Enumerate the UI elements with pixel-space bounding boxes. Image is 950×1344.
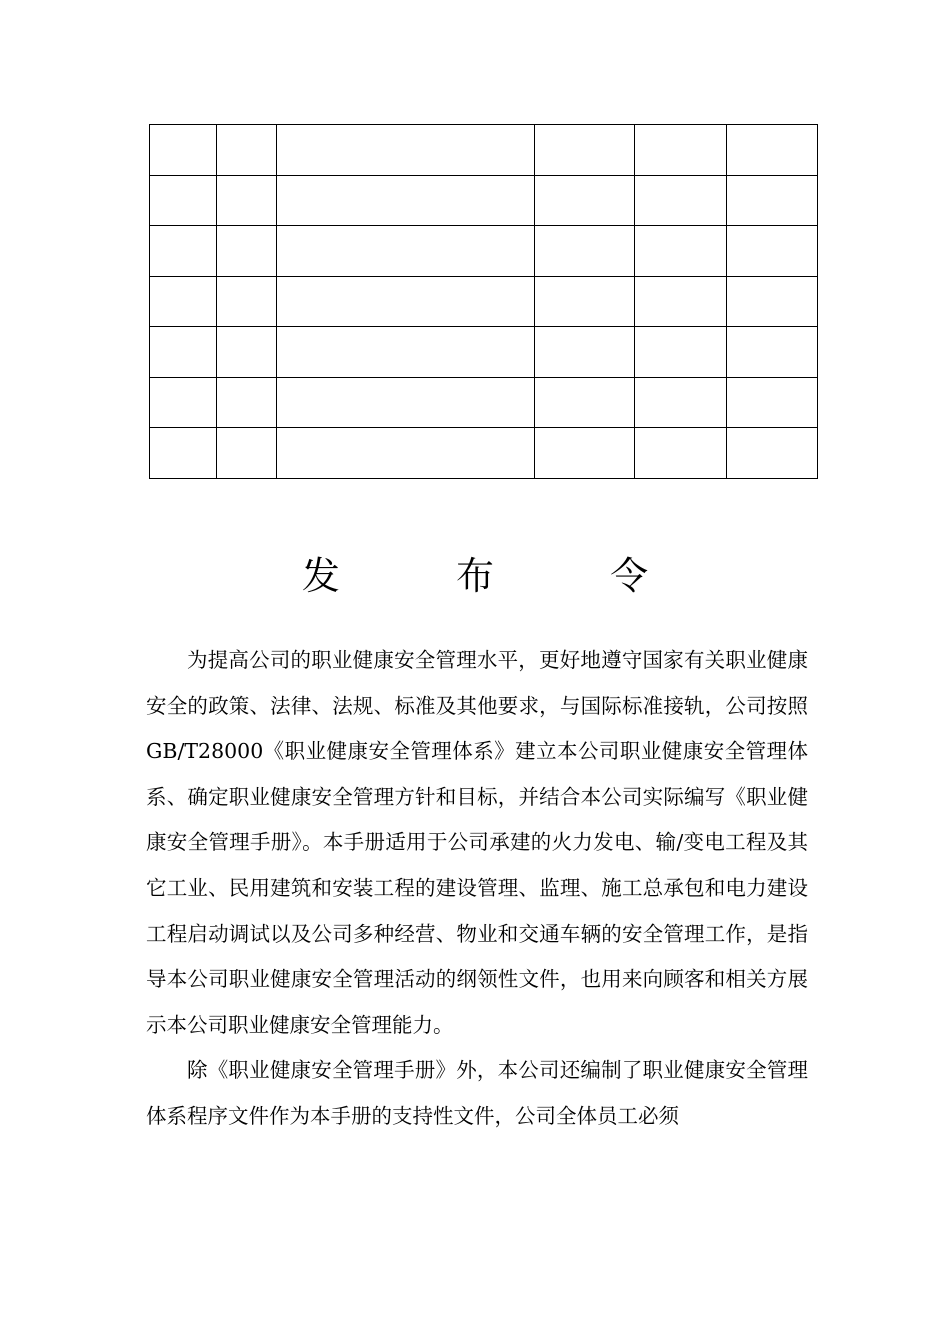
table-cell [535, 276, 635, 327]
table-cell [150, 226, 217, 277]
table-cell [535, 428, 635, 479]
table-row [150, 125, 818, 176]
table-cell [150, 428, 217, 479]
table-cell [727, 175, 818, 226]
table-row [150, 377, 818, 428]
table-cell [727, 428, 818, 479]
paragraph-1: 为提高公司的职业健康安全管理水平，更好地遵守国家有关职业健康安全的政策、法律、法规、标准及其他要求，与国际标准接轨，公司按照 GB/T28000《职业健康安全管理体系》建立本公司职业健康安全管理体系、确定职业健康安全管理方针和目标，并结合本公司实际编写《职业健康安全管理手册》。本手册适用于公司承建的火力发电、输/变电工程及其它工业、民用建筑和安装工程的建设管理、监理、施工总承包和电力建设工程启动调试以及公司多种经营、物业和交通车辆的安全管理工作，是指导本公司职业健康安全管理活动的纲领性文件，也用来向顾客和相关方展示本公司职业健康安全管理能力。 [146, 648, 808, 1037]
table-cell [217, 226, 277, 277]
table-cell [727, 125, 818, 176]
table-cell [635, 125, 727, 176]
table-cell [277, 428, 535, 479]
table-cell [635, 428, 727, 479]
table-cell [277, 377, 535, 428]
table-cell [535, 377, 635, 428]
table-cell [217, 428, 277, 479]
table-cell [277, 226, 535, 277]
table-cell [535, 327, 635, 378]
table-row [150, 428, 818, 479]
table-cell [635, 377, 727, 428]
table-row [150, 327, 818, 378]
table-cell [217, 175, 277, 226]
table-cell [535, 226, 635, 277]
body-text [146, 638, 808, 1140]
table-cell [727, 327, 818, 378]
table-cell [727, 226, 818, 277]
table-cell [217, 377, 277, 428]
table-cell [635, 226, 727, 277]
table-row [150, 175, 818, 226]
table-cell [217, 125, 277, 176]
table-cell [535, 175, 635, 226]
paragraph-2: 除《职业健康安全管理手册》外，本公司还编制了职业健康安全管理体系程序文件作为本手册的支持性文件，公司全体员工必须 [146, 1058, 808, 1128]
table-cell [150, 276, 217, 327]
table-row [150, 276, 818, 327]
table-cell [150, 377, 217, 428]
table-row [150, 226, 818, 277]
table-cell [150, 327, 217, 378]
table-cell [277, 276, 535, 327]
table-cell [150, 175, 217, 226]
table-cell [727, 377, 818, 428]
revision-record-table [149, 124, 818, 479]
table-cell [150, 125, 217, 176]
table-cell [217, 327, 277, 378]
table-cell [635, 175, 727, 226]
table-cell [277, 175, 535, 226]
table-cell [635, 327, 727, 378]
table-cell [217, 276, 277, 327]
table-cell [635, 276, 727, 327]
table-cell [535, 125, 635, 176]
page-title: 发 布 令 [301, 554, 701, 598]
table-cell [277, 327, 535, 378]
table-cell [277, 125, 535, 176]
table-cell [727, 276, 818, 327]
